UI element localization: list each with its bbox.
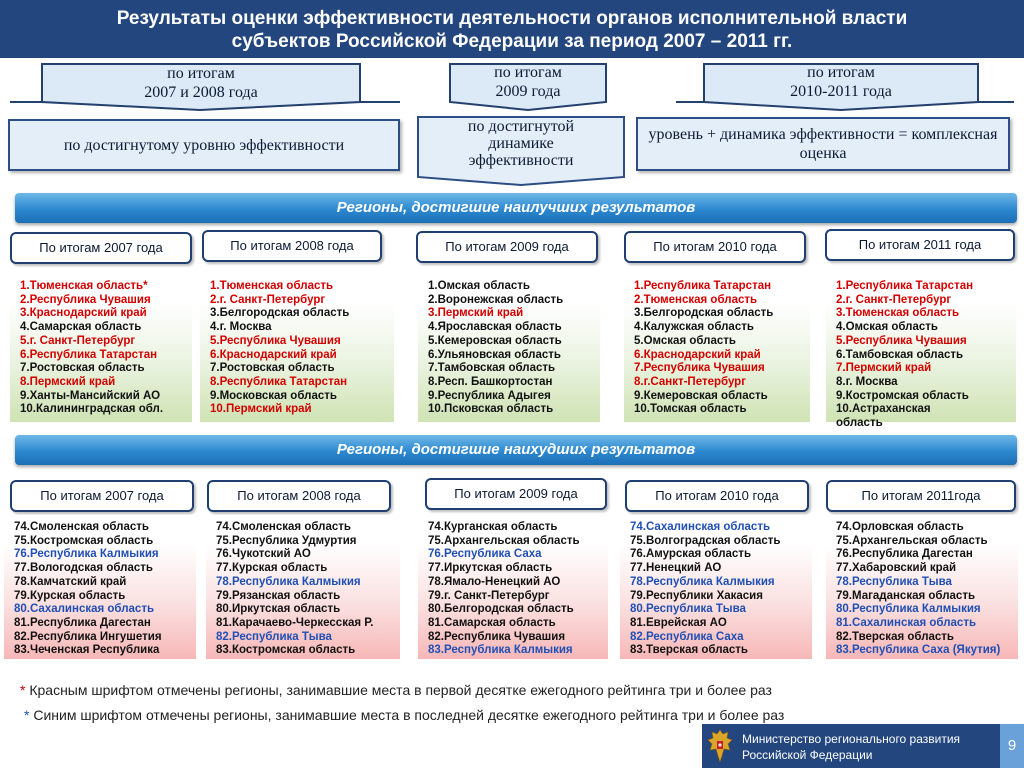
list-item: 75.Волгоградская область: [630, 534, 781, 547]
list-item: 83.Тверская область: [630, 644, 749, 657]
list-item: 6.Краснодарский край: [210, 348, 337, 361]
ministry-name: [742, 731, 960, 763]
list-item: 7.Ростовская область: [20, 362, 145, 375]
note-red: [20, 682, 772, 698]
best-year-2011-button[interactable]: По итогам 2011 года: [825, 229, 1015, 261]
list-item: 8.г. Москва: [836, 375, 898, 388]
worst-list-2008: [206, 515, 400, 659]
list-item: 75.Республика Удмуртия: [216, 534, 357, 547]
list-item: 10.Пермский край: [210, 403, 312, 416]
list-item: 2.Республика Чувашия: [20, 293, 151, 306]
list-item: 81.Еврейская АО: [630, 616, 727, 629]
list-item: 1.Республика Татарстан: [634, 280, 772, 292]
list-item: 75.Архангельская область: [428, 534, 580, 547]
list-item: 1.Республика Татарстан: [836, 280, 974, 292]
list-item: 76.Республика Дагестан: [836, 548, 973, 561]
list-item: 82.Республика Саха: [630, 630, 744, 643]
list-item: 1.Омская область: [428, 280, 530, 292]
list-item: 9.Ханты-Мансийский АО: [20, 389, 161, 402]
best-list-2010: [624, 274, 810, 422]
list-item: 76.Республика Саха: [428, 548, 542, 561]
list-item: 82.Тверская область: [836, 630, 955, 643]
note-text: Красным шрифтом отмечены регионы, занимавшие места в первой десятке ежегодного рейтинга три и более раз: [25, 682, 772, 698]
list-item: 4.Омская область: [836, 321, 938, 334]
list-item: 76.Амурская область: [630, 548, 752, 561]
worst-list-2010: [620, 515, 812, 659]
list-item: 3.Пермский край: [428, 307, 524, 320]
list-item: 80.Иркутская область: [216, 603, 341, 616]
list-item: 77.Иркутская область: [428, 562, 553, 575]
list-item: 74.Курганская область: [428, 521, 558, 533]
list-item: 76.Республика Калмыкия: [14, 548, 159, 561]
best-list-2008: [200, 274, 394, 422]
list-item: 83.Республика Калмыкия: [428, 644, 573, 657]
period-years: 2010-2011 года: [790, 83, 892, 100]
list-item: 4.г. Москва: [210, 321, 272, 334]
list-item: 76.Чукотский АО: [216, 548, 311, 561]
list-item: 81.Карачаево-Черкесская Р.: [216, 616, 374, 629]
period-banner-2009: [448, 62, 610, 112]
list-item: 4.Калужская область: [634, 321, 754, 334]
list-item: 1.Тюменская область: [210, 280, 334, 292]
method-complex: уровень + динамика эффективности = комплексная оценка: [636, 117, 1010, 171]
list-item: 4.Самарская область: [20, 321, 142, 334]
best-results-band: Регионы, достигшие наилучших результатов: [15, 193, 1017, 223]
list-item: 9.Кемеровская область: [634, 389, 768, 402]
list-item: 80.Республика Тыва: [630, 603, 746, 616]
worst-year-2011-button[interactable]: По итогам 2011года: [826, 480, 1016, 512]
list-item: 83.Республика Саха (Якутия): [836, 644, 1001, 657]
list-item: область: [836, 417, 883, 430]
list-item: 9.Московская область: [210, 389, 337, 402]
period-banner-2007-2008: [10, 62, 400, 112]
list-item: 79.Рязанская область: [216, 589, 341, 602]
list-item: 78.Республика Тыва: [836, 575, 952, 588]
period-banner-2010-2011: [676, 62, 1014, 112]
list-item: 10.Псковская область: [428, 403, 554, 416]
worst-year-2010-button[interactable]: По итогам 2010 года: [625, 480, 809, 512]
list-item: 83.Чеченская Республика: [14, 644, 160, 657]
worst-results-band: Регионы, достигшие наихудших результатов: [15, 435, 1017, 465]
list-item: 81.Самарская область: [428, 616, 556, 629]
list-item: 77.Ненецкий АО: [630, 562, 722, 575]
list-item: 74.Смоленская область: [14, 521, 149, 533]
list-item: 2.г. Санкт-Петербург: [210, 293, 326, 306]
list-item: 8.Республика Татарстан: [210, 375, 348, 388]
list-item: 5.Республика Чувашия: [836, 334, 967, 347]
list-item: 10.Астраханская: [836, 403, 931, 416]
list-item: 74.Орловская область: [836, 521, 964, 533]
best-list-2009: [418, 274, 600, 422]
list-item: 9.Республика Адыгея: [428, 389, 551, 402]
note-text: Синим шрифтом отмечены регионы, занимавшие места в последней десятке ежегодного рейтинга три и более раз: [29, 707, 785, 723]
list-item: 5.Республика Чувашия: [210, 334, 341, 347]
list-item: 8.Респ. Башкортостан: [428, 375, 553, 388]
ministry-footer: [702, 724, 1024, 768]
list-item: 74.Смоленская область: [216, 521, 351, 533]
list-item: 83.Костромская область: [216, 644, 356, 657]
period-years: 2007 и 2008 года: [144, 84, 258, 101]
list-item: 80.Сахалинская область: [14, 603, 155, 616]
worst-year-2009-button[interactable]: По итогам 2009 года: [425, 478, 607, 510]
worst-year-2008-button[interactable]: По итогам 2008 года: [207, 480, 391, 512]
page-title: [0, 0, 1024, 58]
list-item: 2.г. Санкт-Петербург: [836, 293, 952, 306]
list-item: 77.Хабаровский край: [836, 562, 957, 575]
list-item: 78.Ямало-Ненецкий АО: [428, 575, 561, 588]
list-item: 3.Тюменская область: [836, 307, 960, 320]
worst-list-2011: [826, 515, 1018, 659]
period-years: 2009 года: [495, 83, 561, 100]
list-item: 6.Тамбовская область: [836, 348, 964, 361]
worst-list-2007: [4, 515, 196, 659]
method-dynamics: [416, 115, 626, 187]
list-item: 78.Республика Калмыкия: [216, 575, 361, 588]
note-asterisk: *: [24, 707, 30, 723]
method-level: по достигнутому уровню эффективности: [8, 119, 400, 171]
list-item: 77.Вологодская область: [14, 562, 153, 575]
list-item: 6.Ульяновская область: [428, 348, 561, 361]
title-line-1: Результаты оценки эффективности деятельности органов исполнительной власти: [116, 8, 908, 29]
list-item: 79.Курская область: [14, 589, 126, 602]
note-asterisk: *: [20, 682, 26, 698]
note-blue: [24, 707, 784, 723]
list-item: 79.Республики Хакасия: [630, 589, 763, 602]
best-year-2008-button[interactable]: По итогам 2008 года: [202, 230, 382, 262]
list-item: 6.Республика Татарстан: [20, 348, 158, 361]
list-item: 6.Краснодарский край: [634, 348, 761, 361]
worst-list-2009: [418, 515, 608, 659]
list-item: 7.Ростовская область: [210, 362, 335, 375]
list-item: 80.Белгородская область: [428, 603, 574, 616]
list-item: 5.Омская область: [634, 334, 736, 347]
period-label: по итогам: [494, 64, 562, 81]
list-item: 1.Тюменская область*: [20, 280, 148, 292]
list-item: 3.Краснодарский край: [20, 307, 147, 320]
list-item: 8.Пермский край: [20, 375, 116, 388]
method-dynamics-text: по достигнутой динамике эффективности: [467, 118, 575, 169]
list-item: 5.Кемеровская область: [428, 334, 562, 347]
worst-year-2007-button[interactable]: По итогам 2007 года: [10, 480, 194, 512]
list-item: 2.Воронежская область: [428, 293, 564, 306]
list-item: 7.Тамбовская область: [428, 362, 556, 375]
list-item: 7.Пермский край: [836, 362, 932, 375]
list-item: 3.Белгородская область: [210, 307, 350, 320]
list-item: 82.Республика Тыва: [216, 630, 332, 643]
list-item: 8.г.Санкт-Петербург: [634, 375, 747, 388]
list-item: 10.Томская область: [634, 403, 747, 416]
list-item: 4.Ярославская область: [428, 321, 562, 334]
list-item: 79.Магаданская область: [836, 589, 976, 602]
list-item: 77.Курская область: [216, 562, 328, 575]
best-year-2010-button[interactable]: По итогам 2010 года: [624, 231, 806, 263]
list-item: 78.Камчатский край: [14, 575, 127, 588]
period-label: по итогам: [807, 64, 875, 81]
list-item: 79.г. Санкт-Петербург: [428, 589, 550, 602]
list-item: 7.Республика Чувашия: [634, 362, 765, 375]
ministry-line-2: Российской Федерации: [742, 748, 873, 762]
list-item: 82.Республика Ингушетия: [14, 630, 162, 643]
title-line-2: субъектов Российской Федерации за период 2007 – 2011 гг.: [231, 31, 793, 52]
period-label: по итогам: [167, 65, 235, 82]
ministry-line-1: Министерство регионального развития: [742, 732, 961, 746]
list-item: 9.Костромская область: [836, 389, 969, 402]
list-item: 2.Тюменская область: [634, 293, 758, 306]
list-item: 81.Сахалинская область: [836, 616, 977, 629]
list-item: 10.Калининградская обл.: [20, 403, 164, 416]
page-number: 9: [1000, 724, 1024, 768]
best-year-2007-button[interactable]: По итогам 2007 года: [10, 232, 192, 264]
list-item: 81.Республика Дагестан: [14, 616, 151, 629]
best-list-2007: [10, 274, 192, 422]
list-item: 74.Сахалинская область: [630, 521, 771, 533]
list-item: 5.г. Санкт-Петербург: [20, 334, 136, 347]
russian-coat-of-arms-icon: [706, 728, 734, 764]
best-list-2011: [826, 274, 1016, 430]
list-item: 82.Республика Чувашия: [428, 630, 566, 643]
list-item: 75.Архангельская область: [836, 534, 988, 547]
best-year-2009-button[interactable]: По итогам 2009 года: [416, 231, 598, 263]
list-item: 75.Костромская область: [14, 534, 154, 547]
list-item: 3.Белгородская область: [634, 307, 774, 320]
list-item: 80.Республика Калмыкия: [836, 603, 981, 616]
list-item: 78.Республика Калмыкия: [630, 575, 775, 588]
